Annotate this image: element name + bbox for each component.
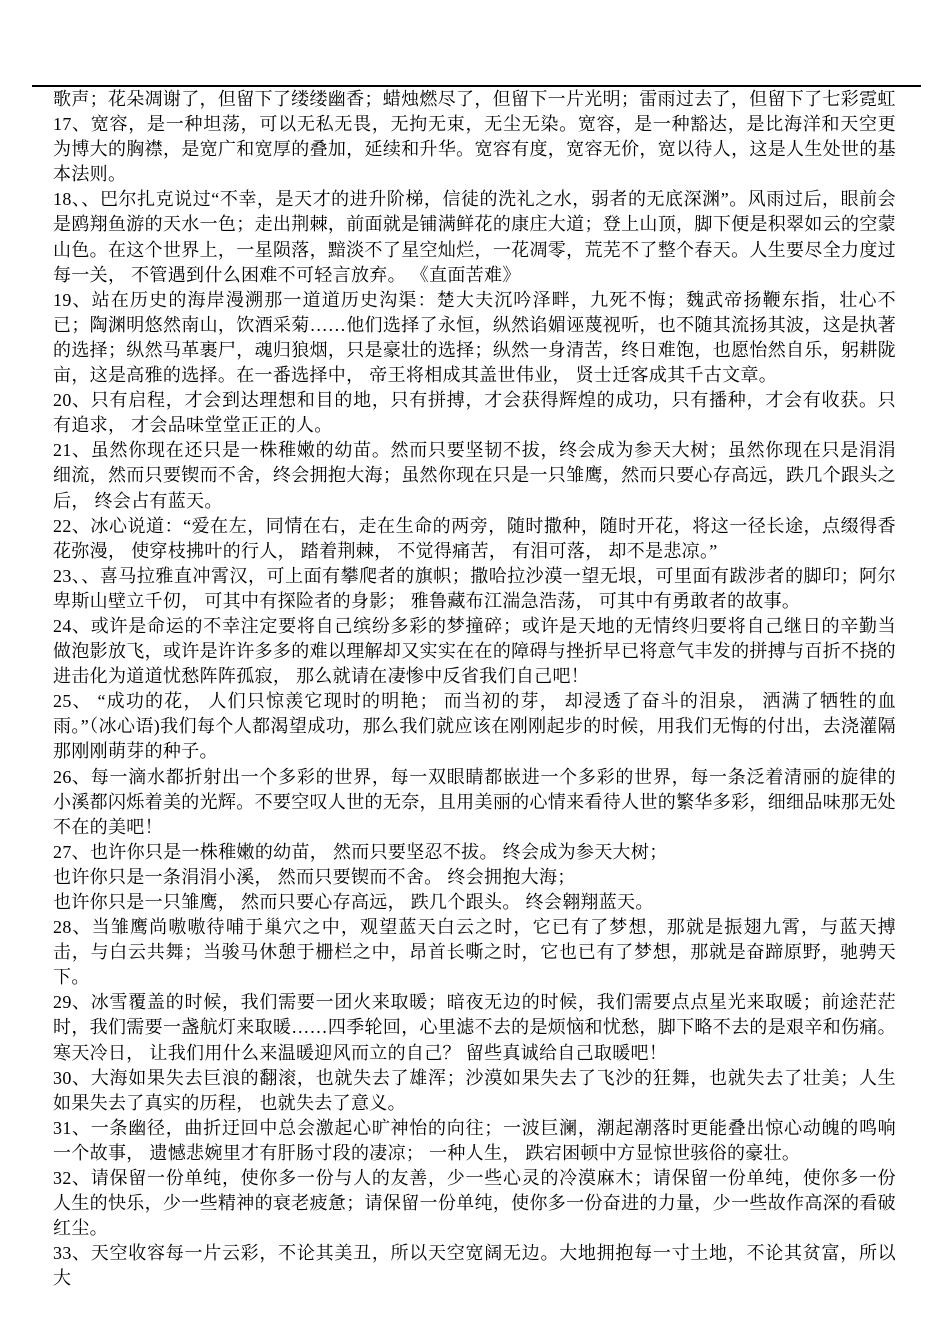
paragraph: 22、冰心说道：“爱在左，同情在右，走在生命的两旁，随时撒种，随时开花，将这一径长途，点缀得香花弥漫， 使穿枝拂叶的行人， 踏着荆棘， 不觉得痛苦， 有泪可落， 却不是悲凉。” (53, 515, 896, 561)
paragraph: 28、当雏鹰尚嗷嗷待哺于巢穴之中，观望蓝天白云之时，它已有了梦想，那就是振翅九霄，与蓝天搏击，与白云共舞；当骏马休憩于栅栏之中，昂首长嘶之时，它也已有了梦想，那就是奋蹄原野，驰骋天下。 (53, 917, 896, 988)
paragraph: 歌声；花朵凋谢了，但留下了缕缕幽香；蜡烛燃尽了，但留下一片光明；雷雨过去了，但留下了七彩霓虹 (53, 89, 896, 109)
paragraph: 30、大海如果失去巨浪的翻滚，也就失去了雄浑；沙漠如果失去了飞沙的狂舞，也就失去了壮美；人生如果失去了真实的历程， 也就失去了意义。 (53, 1067, 896, 1113)
paragraph: 26、每一滴水都折射出一个多彩的世界，每一双眼睛都嵌进一个多彩的世界，每一条泛着清丽的旋律的小溪都闪烁着美的光辉。不要空叹人世的无奈，且用美丽的心情来看待人世的繁华多彩，细细品味那无处不在的美吧！ (53, 766, 896, 837)
paragraph: 19、站在历史的海岸漫溯那一道道历史沟渠：楚大夫沉吟泽畔，九死不悔；魏武帝扬鞭东指，壮心不已；陶渊明悠然南山，饮酒采菊……他们选择了永恒，纵然谄媚诬蔑视听，也不随其流扬其波，这是执著的选择；纵然马革裹尸，魂归狼烟，只是豪壮的选择；纵然一身清苦，终日难饱，也愿怡然自乐，躬耕陇亩，这是高雅的选择。在一番选择中， 帝王将相成其盖世伟业， 贤士迁客成其千古文章。 (53, 289, 896, 386)
paragraph: 31、一条幽径，曲折迂回中总会激起心旷神怡的向往；一波巨澜，潮起潮落时更能叠出惊心动魄的鸣响一个故事， 遗憾悲婉里才有肝肠寸段的凄凉； 一种人生， 跌宕困顿中方显惊世骇俗的豪壮。 (53, 1117, 896, 1163)
paragraph: 18、、巴尔扎克说过“不幸，是天才的进升阶梯，信徒的洗礼之水，弱者的无底深渊”。风雨过后，眼前会是鸥翔鱼游的天水一色；走出荆棘，前面就是铺满鲜花的康庄大道；登上山顶，脚下便是积翠如云的空蒙山色。在这个世界上，一星陨落，黯淡不了星空灿烂，一花凋零，荒芜不了整个春天。人生要尽全力度过每一关， 不管遇到什么困难不可轻言放弃。 《直面苦难》 (53, 189, 896, 285)
paragraph: 33、天空收容每一片云彩，不论其美丑，所以天空宽阔无边。大地拥抱每一寸土地，不论其贫富，所以大 (53, 1243, 896, 1289)
paragraph: 29、冰雪覆盖的时候，我们需要一团火来取暖；暗夜无边的时候，我们需要点点星光来取暖；前途茫茫时，我们需要一盏航灯来取暖……四季轮回，心里滤不去的是烦恼和忧愁，脚下略不去的是艰辛和伤痛。 寒天冷日， 让我们用什么来温暖迎风而立的自己？ 留些真诚给自己取暖吧！ (53, 992, 896, 1063)
text-block (53, 87, 896, 1292)
paragraph: 27、也许你只是一株稚嫩的幼苗， 然而只要坚忍不拔。 终会成为参天大树； (53, 841, 668, 862)
paragraph: 32、请保留一份单纯，使你多一份与人的友善，少一些心灵的冷漠麻木；请保留一份单纯，使你多一份人生的快乐，少一些精神的衰老疲惫；请保留一份单纯，使你多一份奋进的力量，少一些故作高深的看破红尘。 (53, 1168, 896, 1239)
paragraph: 也许你只是一只雏鹰， 然而只要心存高远， 跌几个跟头。 终会翱翔蓝天。 (53, 892, 654, 912)
paragraph: 23、、喜马拉雅直冲霄汉，可上面有攀爬者的旗帜；撒哈拉沙漠一望无垠，可里面有跋涉者的脚印；阿尔卑斯山壁立千仞， 可其中有探险者的身影； 雅鲁藏布江湍急浩荡， 可其中有勇敢者的故事。 (53, 565, 896, 611)
paragraph: 也许你只是一条涓涓小溪， 然而只要锲而不舍。 终会拥抱大海； (53, 866, 576, 887)
paragraph: 25、 “成功的花， 人们只惊羡它现时的明艳； 而当初的芽， 却浸透了奋斗的泪泉， 洒满了牺牲的血雨。”（冰心语)我们每个人都渴望成功，那么我们就应该在刚刚起步的时候，用我们无悔的付出，去浇灌隔那刚刚萌芽的种子。 (53, 691, 896, 762)
paragraph: 17、宽容，是一种坦荡，可以无私无畏，无拘无束，无尘无染。宽容，是一种豁达，是比海洋和天空更为博大的胸襟，是宽广和宽厚的叠加，延续和升华。宽容有度，宽容无价，宽以待人，这是人生处世的基本法则。 (53, 114, 896, 185)
paragraph: 24、或许是命运的不幸注定要将自己缤纷多彩的梦撞碎；或许是天地的无情终归要将自己继日的辛勤当做泡影放飞，或许是许许多多的难以理解却又实实在在的障碍与挫折早已将意气丰发的拼搏与百折不挠的进击化为道道忧愁阵阵孤寂， 那么就请在凄惨中反省我们自己吧！ (53, 615, 896, 687)
paragraph: 21、虽然你现在还只是一株稚嫩的幼苗。然而只要坚韧不拔，终会成为参天大树；虽然你现在只是涓涓细流，然而只要锲而不舍，终会拥抱大海；虽然你现在只是一只雏鹰，然而只要心存高远，跌几个跟头之后， 终会占有蓝天。 (53, 440, 896, 511)
paragraph: 20、只有启程，才会到达理想和目的地，只有拼搏，才会获得辉煌的成功，只有播种，才会有收获。只有追求， 才会品味堂堂正正的人。 (53, 390, 896, 436)
